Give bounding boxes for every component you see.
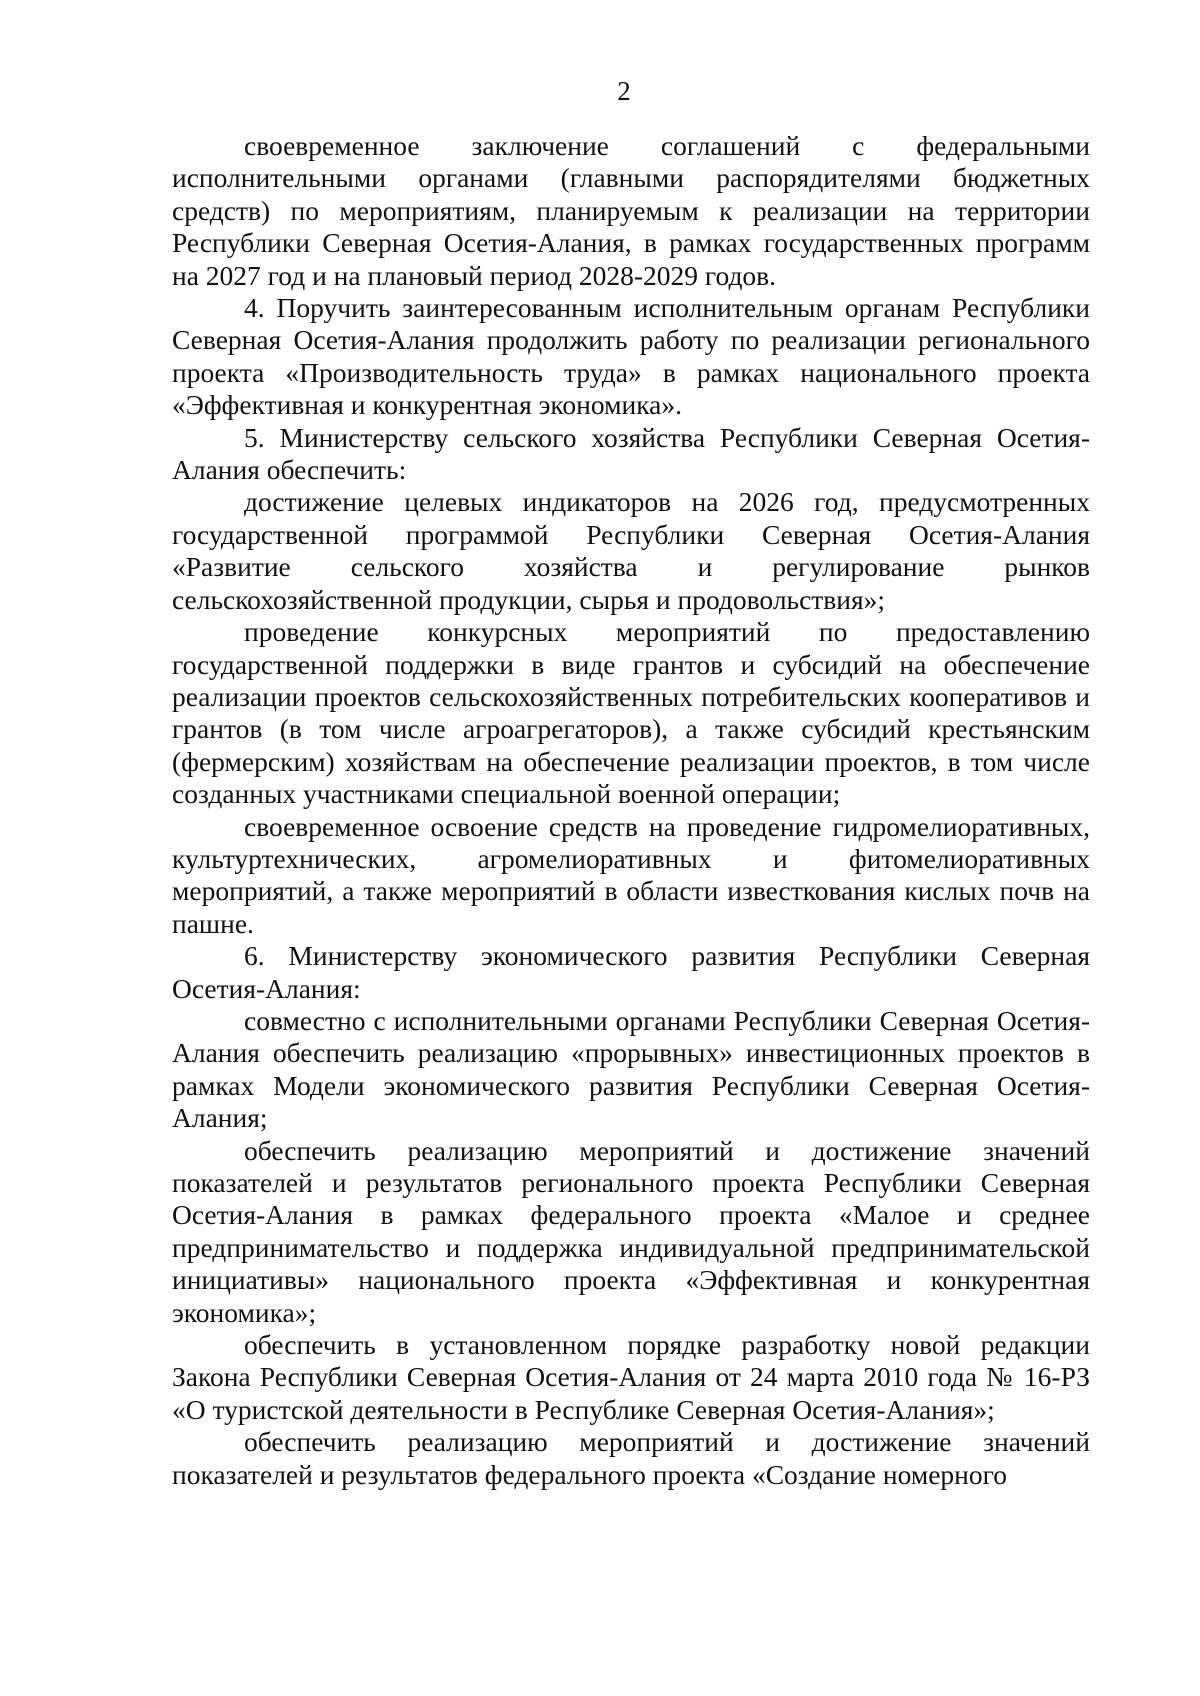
- document-body: [172, 130, 1090, 1491]
- paragraph-breakthrough-projects: совместно с исполнительными органами Республики Северная Осетия-Алания обеспечить реализацию «прорывных» инвестиционных проектов в рамках Модели экономического развития Республики Северная Осетия-Алания;: [172, 1004, 1090, 1134]
- paragraph-conclusion-of-agreements: своевременное заключение соглашений с федеральными исполнительными органами (главными распорядителями бюджетных средств) по мероприятиям, планируемым к реализации на территории Республики Северная Осетия-Алания, в рамках государственных программ на 2027 год и на плановый период 2028-2029 годов.: [172, 130, 1090, 291]
- paragraph-item-4: 4. Поручить заинтересованным исполнительным органам Республики Северная Осетия-Алания продолжить работу по реализации регионального проекта «Производительность труда» в рамках национального проекта «Эффективная и конкурентная экономика».: [172, 292, 1090, 421]
- paragraph-item-6: 6. Министерству экономического развития Республики Северная Осетия-Алания:: [172, 940, 1090, 1004]
- paragraph-timely-spending: своевременное освоение средств на проведение гидромелиоративных, культуртехнических, агромелиоративных и фитомелиоративных мероприятий, а также мероприятий в области известкования кислых почв на пашне.: [172, 810, 1090, 939]
- paragraph-target-indicators: достижение целевых индикаторов на 2026 год, предусмотренных государственной программой Республики Северная Осетия-Алания «Развитие сельского хозяйства и регулирование рынков сельскохозяйственной продукции, сырья и продовольствия»;: [172, 486, 1090, 615]
- paragraph-tourism-law: обеспечить в установленном порядке разработку новой редакции Закона Республики Северная Осетия-Алания от 24 марта 2010 года № 16-РЗ «О туристской деятельности в Республике Северная Осетия-Алания»;: [172, 1329, 1090, 1425]
- page-number: 2: [617, 76, 631, 106]
- paragraph-room-fund-project: обеспечить реализацию мероприятий и достижение значений показателей и результатов федерального проекта «Создание номерного: [172, 1426, 1090, 1490]
- paragraph-sme-project: обеспечить реализацию мероприятий и достижение значений показателей и результатов регионального проекта Республики Северная Осетия-Алания в рамках федерального проекта «Малое и среднее предпринимательство и поддержка индивидуальной предпринимательской инициативы» национального проекта «Эффективная и конкурентная экономика»;: [172, 1134, 1090, 1328]
- paragraph-competitive-events: проведение конкурсных мероприятий по предоставлению государственной поддержки в виде грантов и субсидий на обеспечение реализации проектов сельскохозяйственных потребительских кооперативов и грантов (в том числе агроагрегаторов), а также субсидий крестьянским (фермерским) хозяйствам на обеспечение реализации проектов, в том числе созданных участниками специальной военной операции;: [172, 616, 1090, 810]
- paragraph-item-5: 5. Министерству сельского хозяйства Республики Северная Осетия-Алания обеспечить:: [172, 421, 1090, 486]
